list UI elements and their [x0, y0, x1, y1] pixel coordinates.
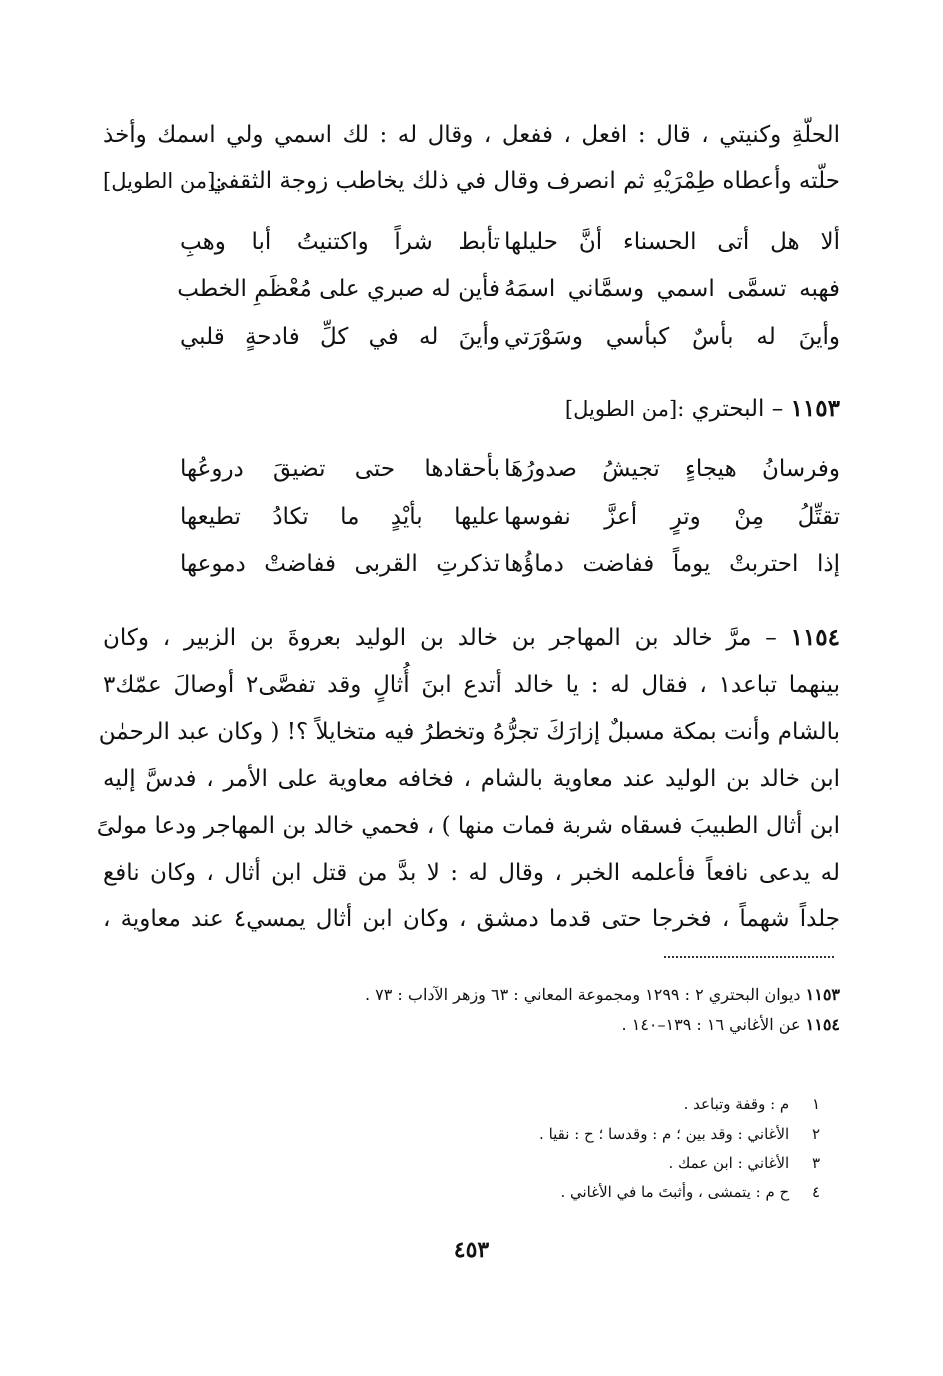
footnote — [684, 1094, 820, 1114]
footnote-text: الأغاني : ابن عمك . — [668, 1154, 790, 1172]
prose-line — [103, 166, 840, 196]
poem-hemistich-left: تذكرتِ القربى ففاضتْ دموعها — [180, 551, 500, 577]
prose-text: مرَّ خالد بن المهاجر بن خالد بن الوليد بعروةَ بن الزبير ، وكان — [103, 625, 752, 651]
entry-number: ١١٥٤ — [790, 624, 841, 651]
entry-dash: – — [771, 396, 784, 422]
footnote-text: الأغاني : وقد بين ؛ م : وقدسا ؛ ح : نقيا . — [539, 1125, 790, 1143]
section-heading-1153 — [565, 394, 840, 424]
source-text: ديوان البحتري ٢ : ١٢٩٩ ومجموعة المعاني : ٦٣ وزهر الآداب : ٧٣ . — [364, 985, 801, 1004]
poem-hemistich-left: عليها بأيْدٍ ما تكادُ تطيعها — [180, 504, 500, 530]
footnote-text: م : وقفة وتباعد . — [683, 1095, 790, 1113]
prose-line: بالشام وأنت بمكة مسبلٌ إزارَكَ تجرُّهُ وتخطرُ فيه متخايلاً ؟! ( وكان عبد الرحمٰن — [98, 719, 840, 745]
footnote-separator — [664, 956, 834, 958]
entry-number: ١١٥٣ — [790, 395, 840, 422]
prose-line: ابن أثال الطبيبَ فسقاه شربة فمات منها ) ، فحمي خالد بن المهاجر ودعا مولىً — [96, 813, 840, 839]
footnote-number: ١ — [811, 1095, 820, 1113]
poem-hemistich-right: فهبه تسمَّى اسمي وسمَّاني اسمَهُ — [504, 276, 840, 302]
source-entry-number: ١١٥٣ — [805, 985, 840, 1004]
prose-line: جلداً شهماً ، فخرجا حتى قدما دمشق ، وكان ابن أثال يمسي٤ عند معاوية ، — [103, 906, 841, 932]
poem-hemistich-left: فأين له صبري على مُعْظَمِ الخطب — [177, 276, 500, 302]
poet-name: البحتري — [691, 396, 765, 422]
source-entry-number: ١١٥٤ — [805, 1015, 840, 1034]
page-number: ٤٥٣ — [453, 1237, 490, 1263]
footnote — [668, 1153, 820, 1173]
poem-hemistich-right: وفرسانُ هيجاءٍ تجيشُ صدورُهَا — [504, 456, 840, 482]
poem-hemistich-left: بأحقادها حتى تضيقَ دروعُها — [180, 456, 500, 482]
prose-line — [103, 623, 840, 653]
footnote — [560, 1182, 820, 1202]
meter-tag: :[من الطويل] — [564, 397, 685, 421]
poem-hemistich-right: ألا هل أتى الحسناء أنَّ حليلها — [504, 229, 840, 255]
entry-dash: – — [765, 625, 777, 651]
prose-line: بينهما تباعد١ ، فقال له : يا خالد أتدع ابنَ أُثالٍ وقد تفصَّى٢ أوصالَ عمّك٣ — [103, 672, 840, 698]
poem-hemistich-left: وأينَ له في كلِّ فادحةٍ قلبي — [180, 324, 500, 350]
prose-text: الحلّةِ وكنيتي ، قال : افعل ، ففعل ، وقال له : لك اسمي ولي اسمك وأخذ — [103, 122, 840, 148]
poem-hemistich-right: إذا احتربتْ يوماً ففاضت دماؤُها — [504, 551, 840, 577]
footnote-number: ٣ — [811, 1154, 820, 1172]
prose-line: ابن خالد بن الوليد عند معاوية بالشام ، فخافه معاوية على الأمر ، فدسَّ إليه — [103, 766, 840, 792]
footnote-number: ٢ — [811, 1125, 820, 1143]
prose-line — [103, 120, 840, 150]
footnote-text: ح م : يتمشى ، وأثبتَ ما في الأغاني . — [560, 1183, 790, 1201]
meter-tag: :[من الطويل] — [103, 169, 223, 193]
poem-hemistich-right: تقتِّلُ مِنْ وترٍ أعزَّ نفوسها — [504, 504, 840, 530]
poem-hemistich-right: وأينَ له بأسٌ كبأسي وسَوْرَتي — [504, 324, 840, 350]
footnote-number: ٤ — [811, 1183, 820, 1201]
prose-text: حلّته وأعطاه طِمْرَيْهِ ثم انصرف وقال في ذلك يخاطب زوجة الثقفي — [209, 168, 840, 194]
poem-hemistich-left: تأبط شراً واكتنيتُ أبا وهبِ — [180, 229, 500, 255]
prose-line: له يدعى نافعاً فأعلمه الخبر ، وقال له : لا بدَّ من قتل ابن أثال ، وكان نافع — [103, 860, 840, 886]
footnote — [539, 1124, 820, 1144]
source-note — [365, 984, 840, 1006]
source-note — [622, 1014, 840, 1036]
source-text: عن الأغاني ١٦ : ١٣٩–١٤٠ . — [621, 1015, 801, 1034]
